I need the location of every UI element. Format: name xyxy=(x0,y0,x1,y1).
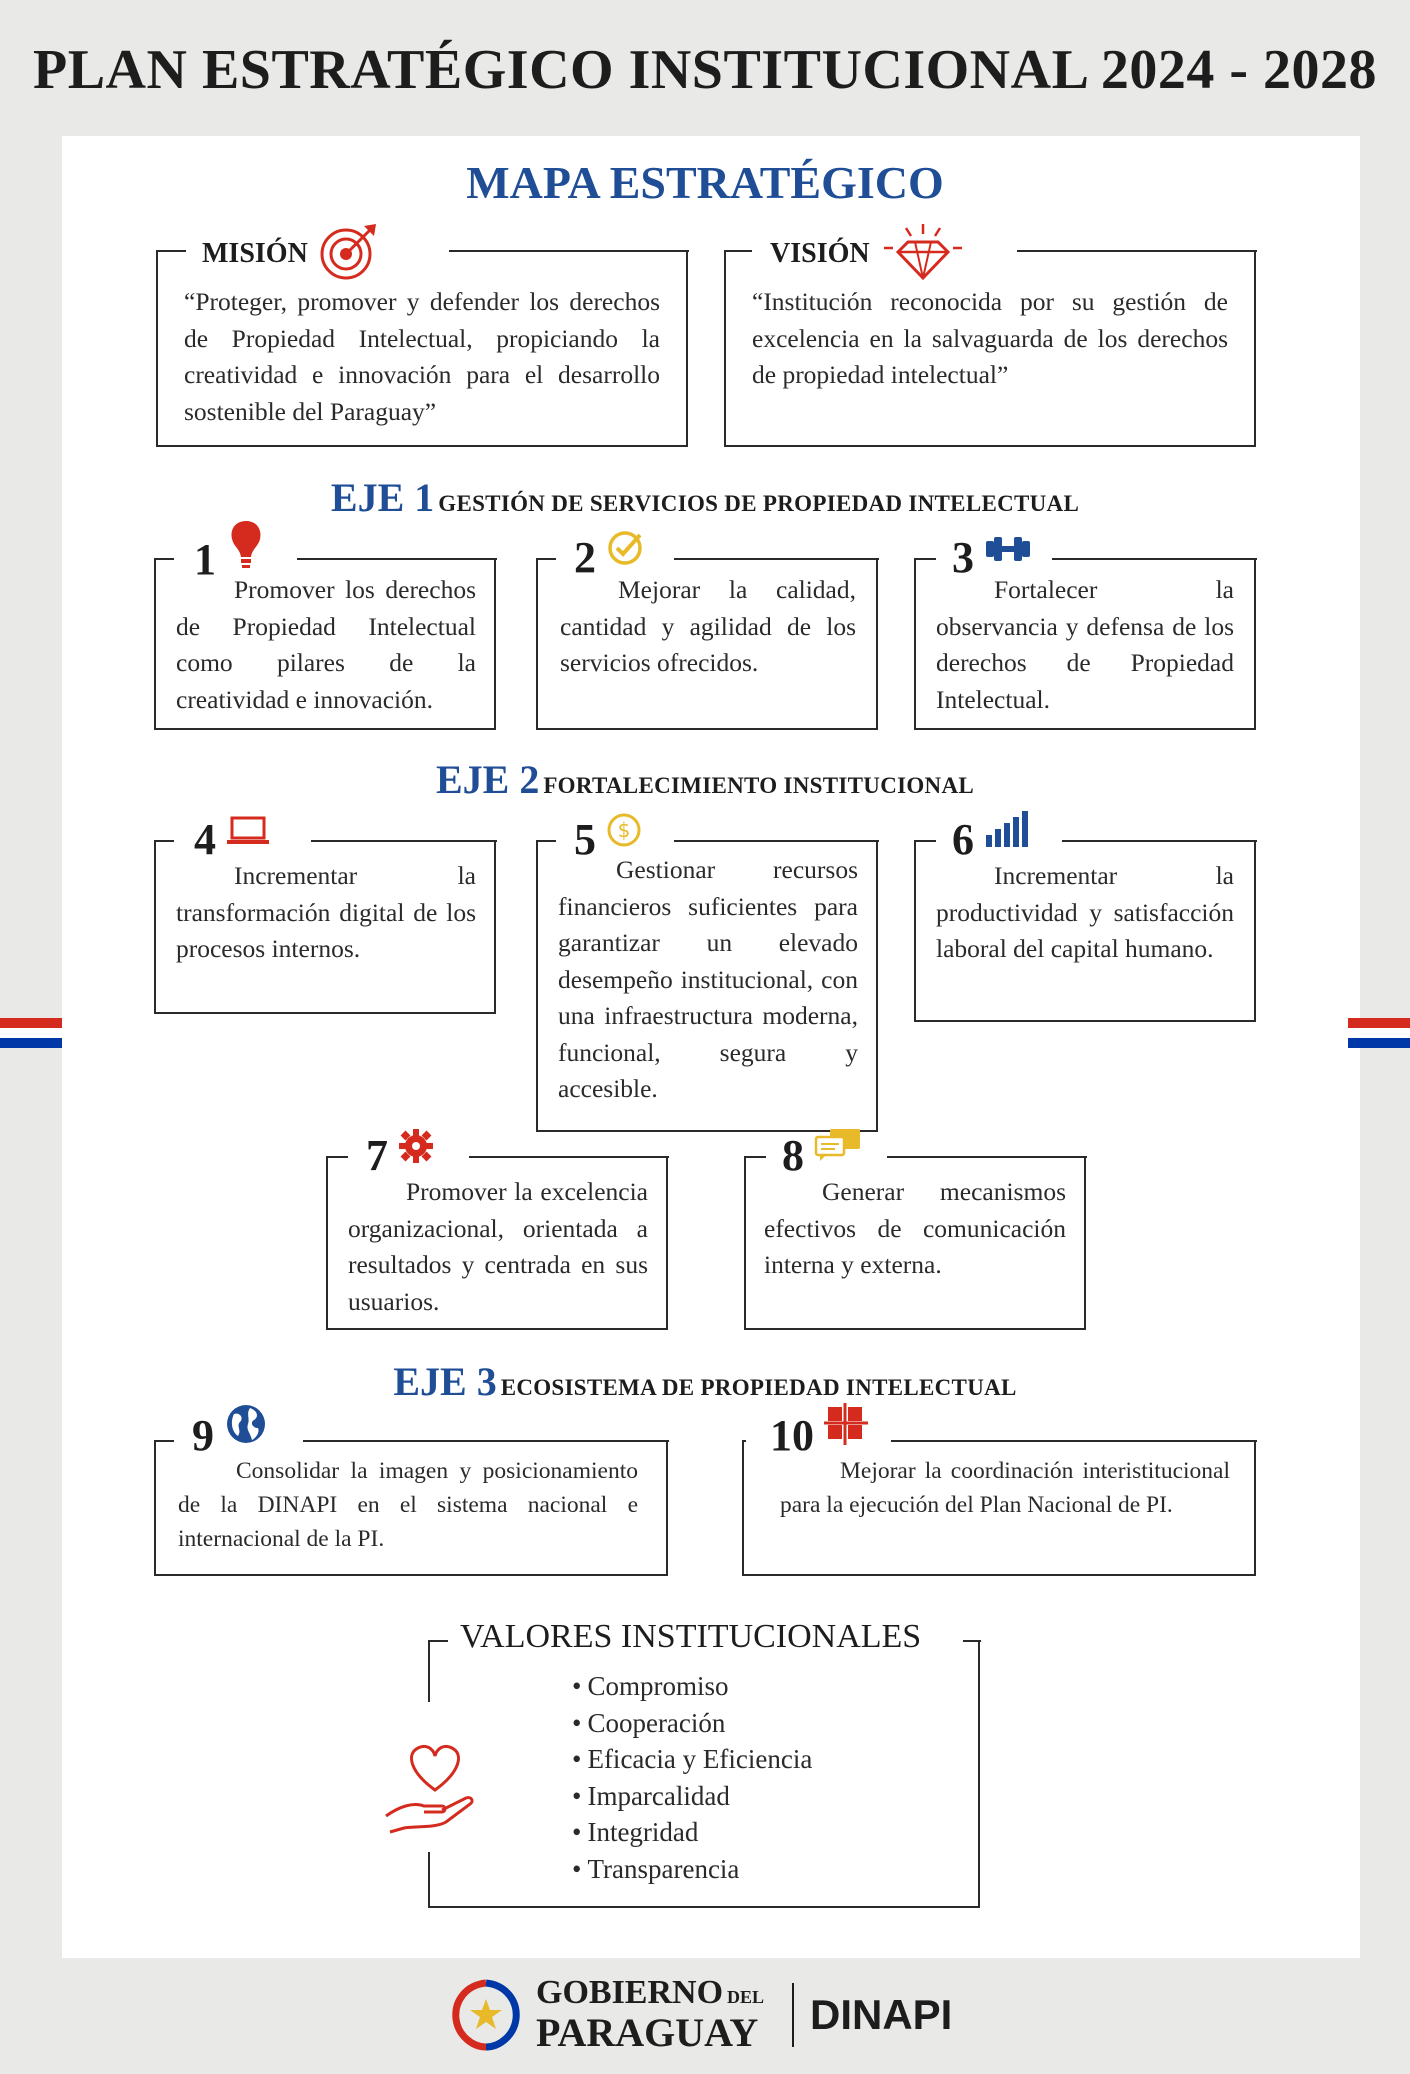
vision-label: VISIÓN xyxy=(770,237,870,269)
objective-2-text: Mejorar la calidad, cantidad y agilidad de los servicios ofrecidos. xyxy=(560,575,856,677)
objective-8-box xyxy=(744,1131,1086,1330)
page-title: PLAN ESTRATÉGICO INSTITUCIONAL 2024 - 2028 xyxy=(33,39,1377,101)
flag-stripe-left xyxy=(0,1018,62,1048)
objective-10-text: Mejorar la coordinación interistitucional para la ejecución del Plan Nacional de PI. xyxy=(780,1458,1230,1518)
laptop-icon xyxy=(226,816,270,851)
map-title: MAPA ESTRATÉGICO xyxy=(466,157,944,208)
gov-line2: PARAGUAY xyxy=(536,2010,759,2055)
valor-item: • Cooperación xyxy=(572,1705,812,1742)
gear-icon xyxy=(398,1128,434,1169)
lightbulb-icon xyxy=(226,519,266,574)
checkmark-icon xyxy=(606,529,644,572)
svg-text:$: $ xyxy=(617,818,631,842)
footer-logos xyxy=(440,1975,1000,2055)
objective-4-box xyxy=(154,815,496,1014)
diamond-icon xyxy=(880,220,966,287)
mision-text: “Proteger, promover y defender los derechos de Propiedad Intelectual, propiciando la creatividad e innovación para el desarrollo sostenible del Paraguay” xyxy=(184,287,660,426)
objective-2-box xyxy=(536,533,878,730)
dumbbell-icon xyxy=(984,535,1032,568)
objective-7-box xyxy=(326,1131,668,1330)
vision-text: “Institución reconocida por su gestión de excelencia en la salvaguarda de los derechos de propiedad intelectual” xyxy=(752,287,1228,389)
objective-number: 10 xyxy=(770,1411,814,1460)
vision-box xyxy=(724,237,1256,447)
objective-9-box xyxy=(154,1411,668,1576)
objective-1-text: Promover los derechos de Propiedad Intelectual como pilares de la creatividad e innovación. xyxy=(176,575,476,714)
target-icon xyxy=(318,220,380,287)
valores-list xyxy=(572,1668,812,1887)
chat-icon xyxy=(814,1127,862,1168)
objective-3-box xyxy=(914,533,1256,730)
eje-1-heading: EJE 1 GESTIÓN DE SERVICIOS DE PROPIEDAD INTELECTUAL xyxy=(330,475,1080,520)
objective-number: 7 xyxy=(366,1131,388,1180)
objective-5-text: Gestionar recursos financieros suficientes para garantizar un elevado desempeño institucional, con una infraestructura moderna, funcional, segura y accesible. xyxy=(558,855,858,1103)
valor-item: • Transparencia xyxy=(572,1851,812,1888)
dinapi-logo: DINAPI xyxy=(810,1991,953,2038)
paraguay-seal-icon xyxy=(448,1977,524,2058)
objective-number: 8 xyxy=(782,1131,804,1180)
heart-hand-icon xyxy=(380,1728,490,1843)
objective-6-box xyxy=(914,815,1256,1022)
gov-line1: GOBIERNO xyxy=(536,1974,724,2011)
objective-9-text: Consolidar la imagen y posicionamiento de la DINAPI en el sistema nacional e internacional de la PI. xyxy=(178,1458,638,1552)
objective-number: 1 xyxy=(194,535,216,584)
objective-4-text: Incrementar la transformación digital de los procesos internos. xyxy=(176,861,476,963)
eje-2-heading: EJE 2 FORTALECIMIENTO INSTITUCIONAL xyxy=(435,757,975,802)
mision-label: MISIÓN xyxy=(202,237,308,269)
objective-3-text: Fortalecer la observancia y defensa de los derechos de Propiedad Intelectual. xyxy=(936,575,1234,714)
globe-icon xyxy=(224,1402,268,1451)
objective-6-text: Incrementar la productividad y satisfacción laboral del capital humano. xyxy=(936,861,1234,963)
objective-8-text: Generar mecanismos efectivos de comunicación interna y externa. xyxy=(764,1177,1066,1279)
objective-10-box xyxy=(742,1411,1256,1576)
valor-item: • Integridad xyxy=(572,1814,812,1851)
objective-number: 2 xyxy=(574,533,596,582)
objective-number: 3 xyxy=(952,533,974,582)
footer-divider xyxy=(792,1983,794,2047)
coin-icon xyxy=(606,812,642,853)
eje-3-heading: EJE 3 ECOSISTEMA DE PROPIEDAD INTELECTUAL xyxy=(393,1359,1017,1404)
objective-number: 5 xyxy=(574,815,596,864)
mision-box xyxy=(156,237,688,447)
valor-item: • Eficacia y Eficiencia xyxy=(572,1741,812,1778)
bar-chart-icon xyxy=(984,809,1030,854)
objective-5-box xyxy=(536,815,878,1132)
flag-stripe-right xyxy=(1348,1018,1410,1048)
valores-title: VALORES INSTITUCIONALES xyxy=(460,1618,922,1655)
valor-item: • Imparcalidad xyxy=(572,1778,812,1815)
network-icon xyxy=(824,1403,868,1450)
gov-del: DEL xyxy=(727,1987,765,2007)
valor-item: • Compromiso xyxy=(572,1668,812,1705)
objective-7-text: Promover la excelencia organizacional, orientada a resultados y centrada en sus usuarios. xyxy=(348,1177,648,1316)
objective-number: 4 xyxy=(194,815,216,864)
objective-number: 9 xyxy=(192,1411,214,1460)
objective-number: 6 xyxy=(952,815,974,864)
objective-1-box xyxy=(154,535,496,730)
